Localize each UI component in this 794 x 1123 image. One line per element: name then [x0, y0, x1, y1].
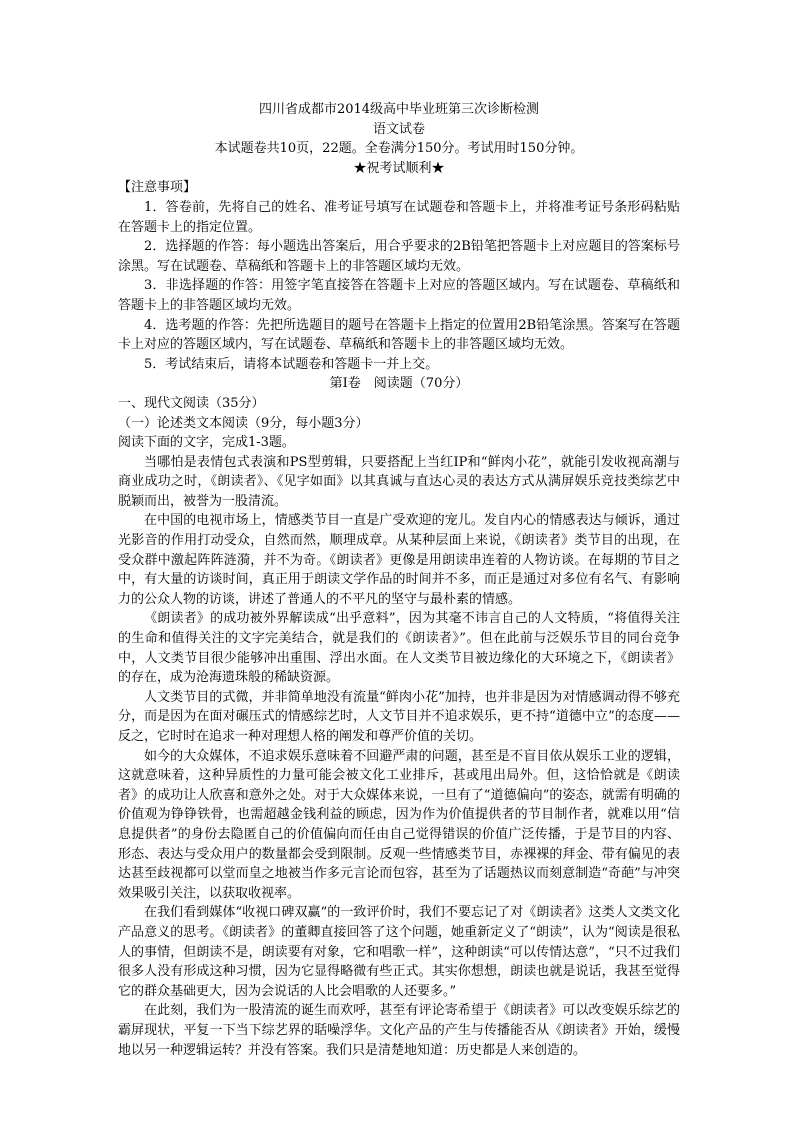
- exam-info: 本试题卷共10页，22题。全卷满分150分。考试用时150分钟。: [214, 141, 584, 157]
- notice-item: 3．非选择题的作答：用签字笔直接答在答题卡上对应的答题区域内。写在试题卷、草稿纸和答题卡上的非答题区域均无效。: [118, 278, 680, 313]
- notice-heading: 【注意事项】: [118, 180, 197, 196]
- article-paragraph: 如今的大众媒体，不追求娱乐意味着不回避严肃的问题，甚至是不盲目依从娱乐工业的逻辑，这就意味着，这种异质性的力量可能会被文化工业排斥，甚或甩出局外。但，这恰恰就是《朗读者》的成功让人欣喜和意外之处。对于大众媒体来说，一旦有了“道德偏向”的姿态，就需有明确的价值观为铮铮铁骨，也需超越金钱利益的顾虑，因为作为价值提供者的节目制作者，就难以用“信息提供者”的身份去隐匿自己的价值偏向而任由自己觉得错误的价值广泛传播，于是节目的内容、形态、表达与受众用户的数量都会受到限制。反观一些情感类节目，赤裸裸的拜金、带有偏见的表达甚至歧视都可以堂而皇之地被当作多元言论而包容，甚至为了话题热议而刻意制造“奇葩”与冲突效果吸引关注，以获取收视率。: [118, 748, 680, 901]
- exam-page: [118, 100, 680, 1060]
- article-paragraph: 当哪怕是表情包式表演和PS型剪辑，只要搭配上当红IP和“鲜肉小花”，就能引发收视高潮与商业成功之时，《朗读者》、《见字如面》以其真诚与直达心灵的表达方式从满屏娱乐竞技类综艺中脱颖而出，被誉为一股清流。: [118, 454, 680, 509]
- article-paragraph: 在此刻，我们为一股清流的诞生而欢呼，甚至有评论寄希望于《朗读者》可以改变娱乐综艺的霸屏现状，平复一下当下综艺界的聒噪浮华。文化产品的产生与传播能否从《朗读者》开始，缓慢地以另一种逻辑运转？并没有答案。我们只是清楚地知道：历史都是人来创造的。: [118, 1003, 680, 1058]
- article-paragraph: 《朗读者》的成功被外界解读成“出乎意料”，因为其毫不讳言自己的人文特质，“将值得关注的生命和值得关注的文字完美结合，就是我们的《朗读者》”。但在此前与泛娱乐节目的同台竞争中，人文类节目很少能够冲出重围、浮出水面。在人文类节目被边缘化的大环境之下，《朗读者》的存在，成为沧海遗珠般的稀缺资源。: [118, 611, 680, 686]
- notice-item: 5．考试结束后，请将本试题卷和答题卡一并上交。: [144, 356, 439, 372]
- notice-item: 2．选择题的作答：每小题选出答案后，用合乎要求的2B铅笔把答题卡上对应题目的答案标号涂黑。写在试题卷、草稿纸和答题卡上的非答题区域均无效。: [118, 239, 680, 274]
- notice-item: 1．答卷前，先将自己的姓名、准考证号填写在试题卷和答题卡上，并将准考证号条形码粘贴在答题卡上的指定位置。: [118, 199, 680, 235]
- part-heading: 一、现代文阅读（35分）: [118, 395, 265, 411]
- exam-wish: ★祝考试顺利★: [353, 160, 445, 176]
- exam-title: 四川省成都市2014级高中毕业班第三次诊断检测: [258, 102, 540, 117]
- reading-instruction: 阅读下面的文字，完成1-3题。: [118, 435, 295, 451]
- exam-subject: 语文试卷: [372, 121, 425, 137]
- notice-item: 4．选考题的作答：先把所选题目的题号在答题卡上指定的位置用2B铅笔涂黑。答案写在答题卡上对应的答题区域内，写在试题卷、草稿纸和答题卡上的非答题区域均无效。: [118, 317, 680, 353]
- article-paragraph: 在我们看到媒体“收视口碑双赢”的一致评价时，我们不要忘记了对《朗读者》这类人文类文化产品意义的思考。《朗读者》的董卿直接回答了这个问题，她重新定义了“朗读”，认为“阅读是很私人的事情，但朗读不是，朗读要有对象，它和唱歌一样”，这种朗读“可以传情达意”，“只不过我们很多人没有形成这种习惯，因为它显得略微有些正式。其实你想想，朗读也就是说话，我甚至觉得它的群众基础更大，因为会说话的人比会唱歌的人还要多。”: [118, 905, 680, 999]
- article-paragraph: 在中国的电视市场上，情感类节目一直是广受欢迎的宠儿。发自内心的情感表达与倾诉，通过光影音的作用打动受众，自然而然，顺理成章。从某种层面上来说，《朗读者》类节目的出现，在受众群中激起阵阵涟漪，并不为奇。《朗读者》更像是用朗读串连着的人物访谈。在每期的节目之中，有大量的访谈时间，真正用于朗读文学作品的时间并不多，而正是通过对多位有名气、有影响力的公众人物的访谈，讲述了普通人的不平凡的坚守与最朴素的情感。: [118, 513, 680, 607]
- article-paragraph: 人文类节目的式微，并非简单地没有流量“鲜肉小花”加持，也并非是因为对情感调动得不够充分，而是因为在面对碾压式的情感综艺时，人文节目并不追求娱乐，更不持“道德中立”的态度——反之，它时时在追求一种对理想人格的阐发和尊严价值的关切。: [118, 689, 680, 744]
- volume-title: 第Ⅰ卷 阅读题（70分）: [329, 376, 469, 392]
- subpart-heading: （一）论述类文本阅读（9分，每小题3分）: [118, 415, 369, 431]
